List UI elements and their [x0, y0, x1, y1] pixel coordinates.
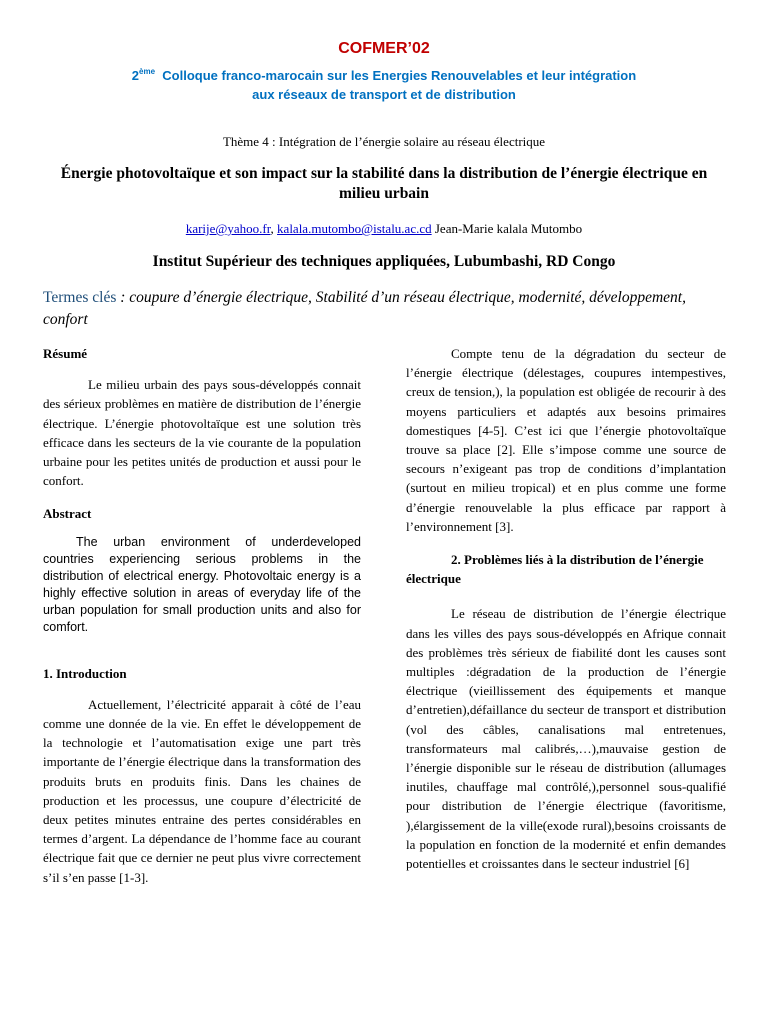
left-column — [43, 344, 361, 887]
keywords-label: Termes clés — [43, 289, 117, 306]
subtitle-line2: aux réseaux de transport et de distribution — [252, 87, 516, 102]
keywords-text: : coupure d’énergie électrique, Stabilité d’un réseau électrique, modernité, développement, confort — [43, 289, 686, 328]
introduction-text: Actuellement, l’électricité apparait à côté de l’eau comme une donnée de la vie. En effet le développement de la technologie et l’automatisation exige une part très importante de l’énergie électrique dans la transformation des produits bruts en produits finis. Dans les chaines de production et les processus, une coupure d’électricité de deux petites minutes entraine des pertes considérables en termes d’argent. La dépendance de l’homme face au courant électrique fait que ce dernier ne peut plus vivre correctement s’il s’en passe [1-3]. — [43, 696, 361, 885]
ordinal-number: 2 — [131, 68, 140, 83]
resume-text: Le milieu urbain des pays sous-développés connait des sérieux problèmes en matière de distribution de l’énergie électrique. L’énergie photovoltaïque est une solution très efficace dans les secteurs de la vie courante de la population urbaine pour les petites unités de production et aussi pour le confort. — [43, 377, 361, 489]
introduction-heading: 1. Introduction — [43, 665, 127, 681]
right-paragraph-1: Compte tenu de la dégradation du secteur de l’énergie électrique (délestages, coupures intempestives, creux de tension,), la population est obligée de recourir à des moyens particuliers et adaptés aux besoins primaires domestiques [4-5]. C’est ici que l’énergie photovoltaïque trouve sa place [2]. Elle s’impose comme une source de secours n’exigeant pas trop de conditions d’implantation (surtout en milieu tropical) et en plus comme une forme d’énergie renouvelable la plus efficace par rapport à l’environnement [3]. — [406, 346, 726, 534]
authors-line — [0, 221, 768, 237]
section2-text: Le réseau de distribution de l’énergie électrique dans les villes des pays sous-développés en Afrique connait des problèmes très sérieux de fiabilité dont les causes sont multiples :dégradation de la production de l’énergie électrique (vieillissement des équipements et manque d’entretien),défaillance du secteur de transport et distribution (vol des câbles, canalisations mal entretenues, transformateurs mal calibrés,…),mauvaise gestion de l’énergie disponible sur le réseau de distribution (allumages inutiles, chauffage mal contrôlé,),personnel sous-qualifié pour distribution de l’énergie électrique (favoritisme, ),élargissement de la ville(exode rural),besoins croissants de la population en fonction de la modernité et enfin demandes potentielles et croissantes dans le secteur industriel [6] — [406, 606, 726, 872]
paper-title: Énergie photovoltaïque et son impact sur la stabilité dans la distribution de l’énergie électrique en milieu urbain — [60, 165, 708, 202]
resume-heading: Résumé — [43, 346, 88, 361]
author-email-link-2[interactable]: kalala.mutombo@istalu.ac.cd — [277, 221, 432, 236]
section2-heading: 2. Problèmes liés à la distribution de l’énergie électrique — [406, 552, 704, 587]
keywords — [43, 287, 733, 331]
conference-title: COFMER’02 — [338, 40, 430, 57]
author-name: Jean-Marie kalala Mutombo — [434, 221, 583, 236]
theme-line: Thème 4 : Intégration de l’énergie solaire au réseau électrique — [222, 134, 546, 149]
author-email-link-1[interactable]: karije@yahoo.fr — [185, 221, 271, 236]
right-column — [406, 344, 726, 873]
abstract-heading: Abstract — [43, 506, 92, 522]
abstract-text: The urban environment of underdeveloped countries experiencing serious problems in the distribution of electrical energy. Photovoltaic energy is a highly effective solution in areas of everyday life of the urban population for small production units and also for comfort. — [43, 534, 361, 634]
author-separator: , — [270, 221, 274, 236]
conference-subtitle — [0, 62, 768, 104]
institute: Institut Supérieur des techniques appliquées, Lubumbashi, RD Congo — [152, 253, 616, 270]
ordinal-suffix: ème — [139, 67, 156, 76]
subtitle-line1: Colloque franco-marocain sur les Energies Renouvelables et leur intégration — [162, 68, 637, 83]
